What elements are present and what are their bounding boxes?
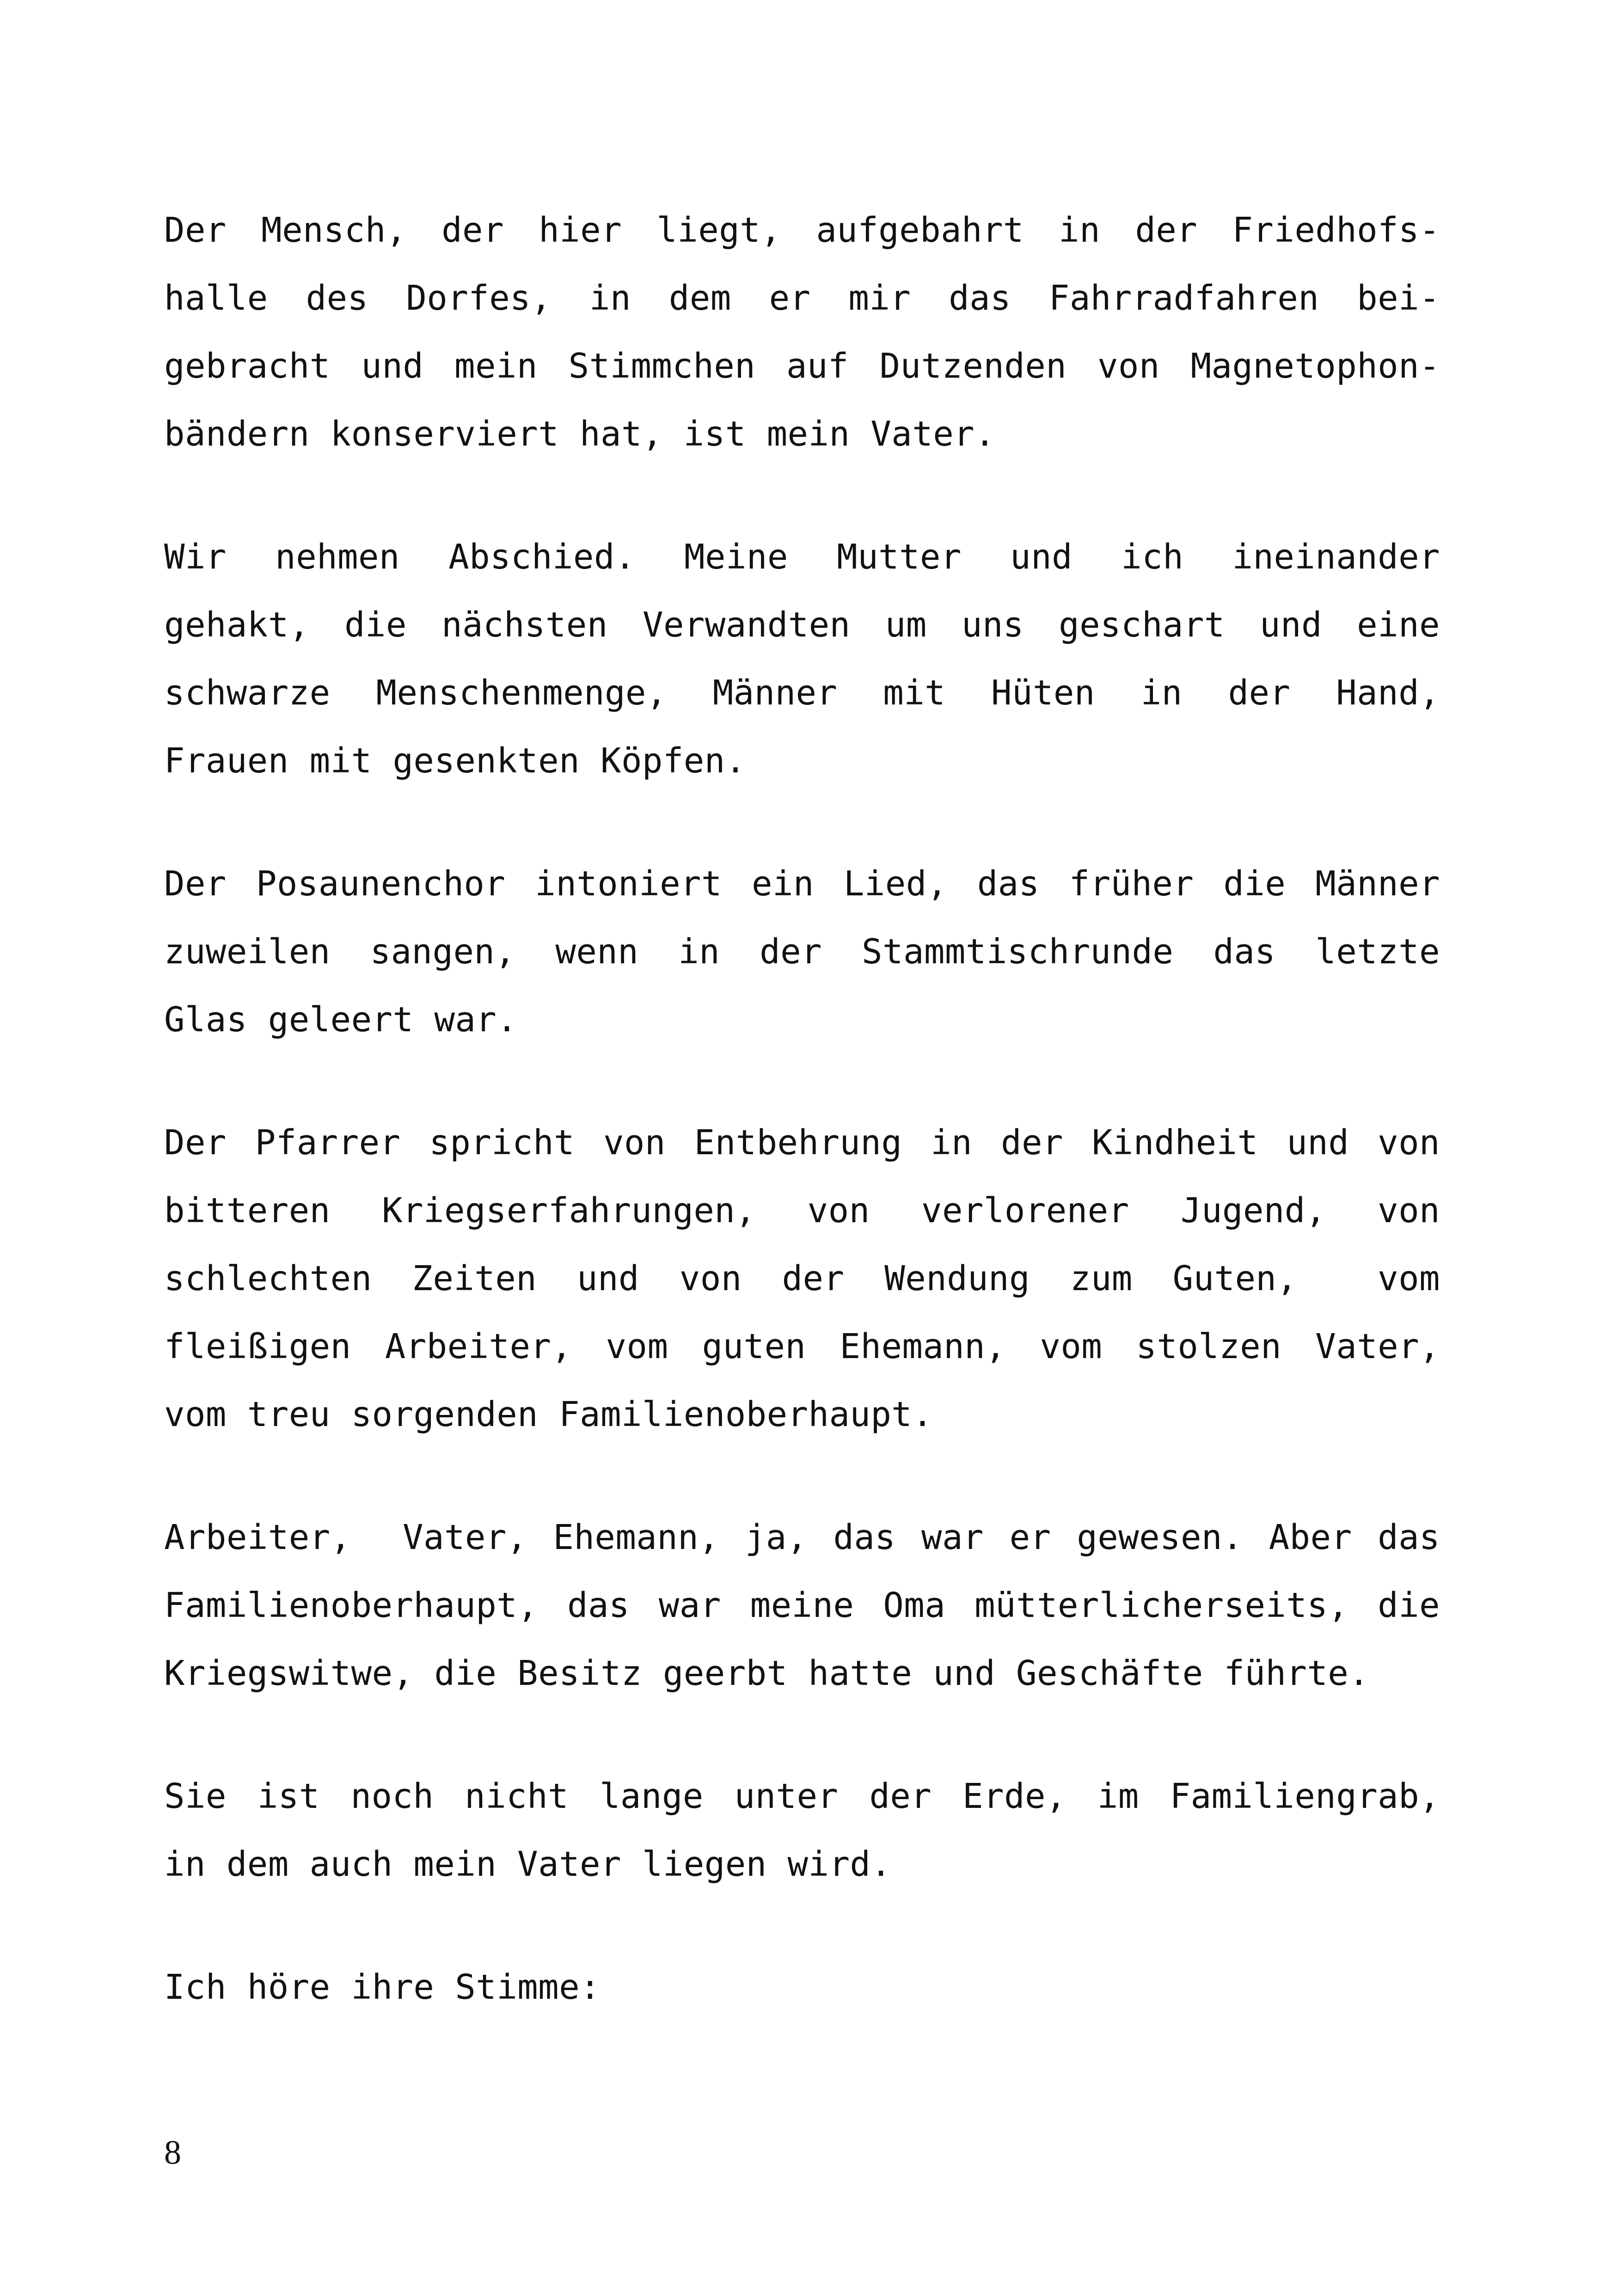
text-line: fleißigen Arbeiter, vom guten Ehemann, vom stolzen Vater, bbox=[164, 1327, 1440, 1366]
text-line: Der Pfarrer spricht von Entbehrung in der Kindheit und von bbox=[164, 1123, 1440, 1163]
page-number: 8 bbox=[164, 2134, 181, 2172]
paragraph bbox=[164, 1953, 1440, 2021]
text-line: Frauen mit gesenkten Köpfen. bbox=[164, 741, 746, 781]
text-line: gehakt, die nächsten Verwandten um uns geschart und eine bbox=[164, 605, 1440, 645]
paragraph bbox=[164, 196, 1440, 468]
text-line: schwarze Menschenmenge, Männer mit Hüten in der Hand, bbox=[164, 673, 1440, 713]
text-line: Glas geleert war. bbox=[164, 1000, 518, 1040]
text-line: in dem auch mein Vater liegen wird. bbox=[164, 1844, 892, 1884]
text-line: halle des Dorfes, in dem er mir das Fahrradfahren bei- bbox=[164, 278, 1440, 318]
text-line: zuweilen sangen, wenn in der Stammtischrunde das letzte bbox=[164, 932, 1440, 972]
paragraph bbox=[164, 1504, 1440, 1708]
text-line: Kriegswitwe, die Besitz geerbt hatte und Geschäfte führte. bbox=[164, 1653, 1370, 1693]
text-line: Der Mensch, der hier liegt, aufgebahrt in der Friedhofs- bbox=[164, 210, 1440, 250]
text-line: Arbeiter, Vater, Ehemann, ja, das war er gewesen. Aber das bbox=[164, 1518, 1440, 1557]
text-line: vom treu sorgenden Familienoberhaupt. bbox=[164, 1395, 933, 1434]
text-line: gebracht und mein Stimmchen auf Dutzenden von Magnetophon- bbox=[164, 346, 1440, 386]
paragraph bbox=[164, 1763, 1440, 1898]
body-text bbox=[164, 196, 1440, 2076]
text-line: schlechten Zeiten und von der Wendung zum Guten, vom bbox=[164, 1259, 1440, 1298]
paragraph bbox=[164, 523, 1440, 795]
text-line: Ich höre ihre Stimme: bbox=[164, 1967, 601, 2007]
paragraph bbox=[164, 850, 1440, 1054]
paragraph bbox=[164, 1109, 1440, 1449]
text-line: Sie ist noch nicht lange unter der Erde, im Familiengrab, bbox=[164, 1776, 1440, 1816]
text-line: Der Posaunenchor intoniert ein Lied, das früher die Männer bbox=[164, 864, 1440, 904]
text-line: bitteren Kriegserfahrungen, von verlorener Jugend, von bbox=[164, 1191, 1440, 1231]
text-line: bändern konserviert hat, ist mein Vater. bbox=[164, 414, 996, 454]
text-line: Familienoberhaupt, das war meine Oma mütterlicherseits, die bbox=[164, 1586, 1440, 1625]
text-line: Wir nehmen Abschied. Meine Mutter und ich ineinander bbox=[164, 537, 1440, 577]
